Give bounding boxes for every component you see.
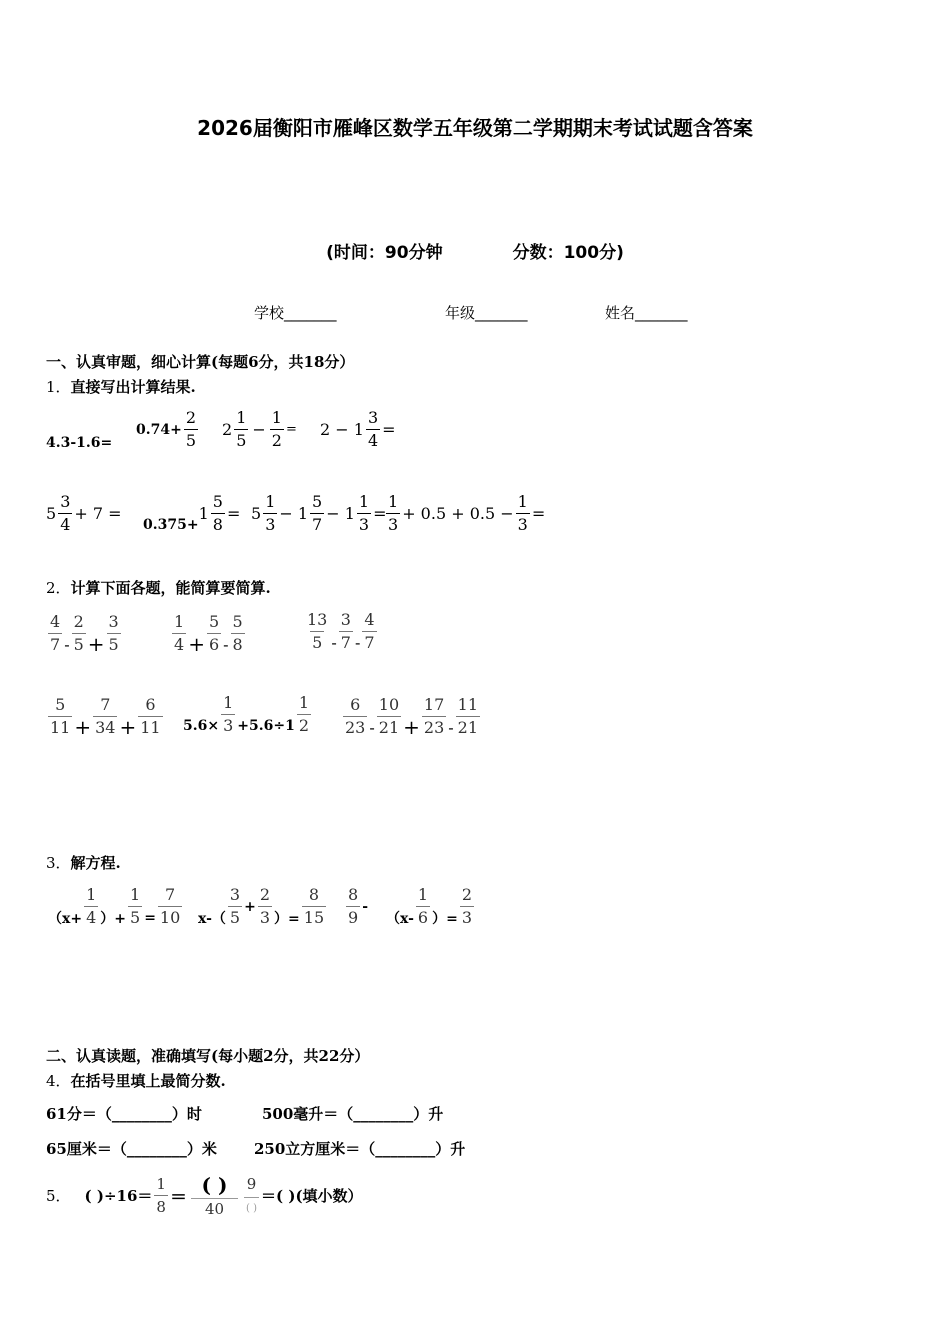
- fill-4a[interactable]: 61分＝（________）时: [46, 1105, 202, 1123]
- grade-field[interactable]: 年级_______: [445, 304, 528, 322]
- question-number: 4．: [46, 1072, 71, 1090]
- expr-2b: $\frac{1}{4}$ + $\frac{5}{6}$ - $\frac{5}{8}$: [174, 611, 243, 656]
- equation-3c: $\frac{8}{9}$ - （x- $\frac{1}{6}$ ）= $\frac{2}{3}$: [348, 885, 473, 927]
- expr-2f: $\frac{6}{23}$ - $\frac{10}{21}$ + $\frac{17}{23}$ - $\frac{11}{21}$: [345, 694, 479, 739]
- question-number: 2．: [46, 579, 71, 597]
- expr-1h: $\frac{1}{3}$ + 0.5 + 0.5 − $\frac{1}{3}$ =: [388, 492, 546, 534]
- score-label: 分数：100分): [512, 243, 624, 263]
- question-1: [46, 376, 196, 397]
- question-number: 3．: [46, 854, 71, 872]
- expr-2c: $\frac{13}{5}$ - $\frac{3}{7}$ - $\frac{4}{7}$: [307, 610, 375, 652]
- fill-4d[interactable]: 250立方厘米＝（________）升: [254, 1140, 466, 1158]
- expr-1g: 5 $\frac{1}{3}$ − 1 $\frac{5}{7}$ − 1 $\frac{1}{3}$ =: [251, 492, 387, 534]
- expr-1f: 0.375+ 1 $\frac{5}{8}$ =: [143, 492, 241, 534]
- question-2: [46, 577, 271, 598]
- expr-2e: 5.6× $\frac{1}{3}$ +5.6÷1 $\frac{1}{2}$: [183, 693, 310, 735]
- fill-4c[interactable]: 65厘米＝（________）米: [46, 1140, 217, 1158]
- question-text: 解方程.: [70, 854, 121, 872]
- expr-2d: $\frac{5}{11}$ + $\frac{7}{34}$ + $\frac{6}{11}$: [50, 694, 161, 739]
- question-4: [46, 1070, 226, 1091]
- question-number: 5．: [46, 1187, 71, 1205]
- expr-1c: 2 $\frac{1}{5}$ − $\frac{1}{2}$ =: [222, 408, 297, 450]
- question-3: [46, 852, 121, 873]
- expr-1b: 0.74+ $\frac{2}{5}$: [136, 408, 197, 450]
- question-5: 5． ( )÷16＝ $\frac{1}{8}$ ＝ $\frac{( )}{40}$ $\frac{9}{( )}$ ＝( )(填小数）: [46, 1172, 363, 1218]
- section-2-heading: 二、认真读题，准确填写(每小题2分，共22分）: [46, 1047, 370, 1065]
- question-number: 1．: [46, 378, 71, 396]
- page-title: 2026届衡阳市雁峰区数学五年级第二学期期末考试试题含答案: [197, 116, 753, 140]
- question-text: 计算下面各题，能简算要简算.: [70, 579, 271, 597]
- expr-1d: 2 − 1 $\frac{3}{4}$ =: [320, 408, 396, 450]
- expr-1a: 4.3-1.6=: [46, 435, 113, 451]
- equation-3b: x-（ $\frac{3}{5}$ + $\frac{2}{3}$ ）= $\frac{8}{15}$: [198, 885, 325, 927]
- exam-info: [0, 238, 950, 263]
- equation-3a: （x+ $\frac{1}{4}$ ）+ $\frac{1}{5}$ = $\frac{7}{10}$: [48, 885, 181, 927]
- time-label: (时间：90分钟: [326, 243, 443, 263]
- question-text: 直接写出计算结果.: [70, 378, 196, 396]
- question-text: 在括号里填上最简分数.: [70, 1072, 226, 1090]
- school-field[interactable]: 学校_______: [254, 304, 337, 322]
- expr-2a: $\frac{4}{7}$ - $\frac{2}{5}$ + $\frac{3}{5}$: [50, 611, 119, 656]
- section-1-heading: 一、认真审题，细心计算(每题6分，共18分）: [46, 353, 355, 371]
- name-field[interactable]: 姓名_______: [605, 304, 688, 322]
- fill-4b[interactable]: 500毫升＝（________）升: [262, 1105, 444, 1123]
- expr-1e: 5 $\frac{3}{4}$ + 7 =: [46, 492, 122, 534]
